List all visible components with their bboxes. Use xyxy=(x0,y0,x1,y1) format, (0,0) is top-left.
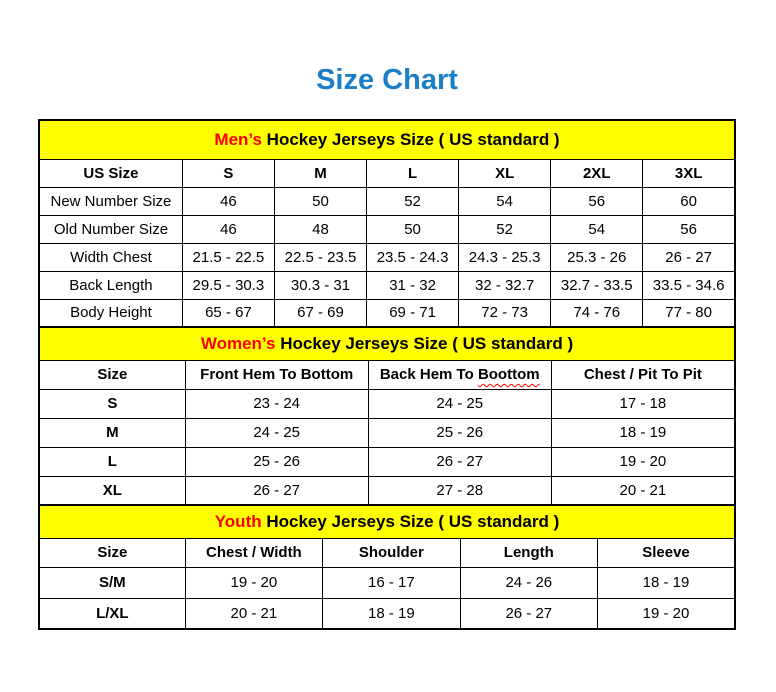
size-value: 26 - 27 xyxy=(368,447,551,476)
size-value: 24 - 25 xyxy=(185,418,368,447)
size-value: 18 - 19 xyxy=(551,418,735,447)
size-value: 46 xyxy=(182,215,274,243)
table-row xyxy=(39,476,735,505)
size-value: 32.7 - 33.5 xyxy=(551,271,643,299)
size-value: 52 xyxy=(367,187,459,215)
table-row xyxy=(39,271,735,299)
column-header: Length xyxy=(460,538,597,567)
table-row xyxy=(39,299,735,327)
banner-text: Hockey Jerseys Size ( US standard ) xyxy=(261,511,560,531)
size-value: 65 - 67 xyxy=(182,299,274,327)
section-banner xyxy=(39,327,735,360)
column-header: S xyxy=(182,159,274,187)
size-value: 50 xyxy=(367,215,459,243)
size-value: 23.5 - 24.3 xyxy=(367,243,459,271)
size-value: 17 - 18 xyxy=(551,389,735,418)
womens-size-table xyxy=(38,326,736,506)
size-value: 22.5 - 23.5 xyxy=(274,243,366,271)
column-header: Size xyxy=(39,538,185,567)
size-value: 31 - 32 xyxy=(367,271,459,299)
column-header: XL xyxy=(459,159,551,187)
size-value: 26 - 27 xyxy=(643,243,735,271)
youth-size-table xyxy=(38,504,736,630)
row-label: M xyxy=(39,418,185,447)
size-value: 60 xyxy=(643,187,735,215)
size-value: 74 - 76 xyxy=(551,299,643,327)
banner-highlight: Youth xyxy=(214,511,262,531)
table-row xyxy=(39,567,735,598)
banner-highlight: Men’s xyxy=(214,129,262,149)
column-header: Chest / Pit To Pit xyxy=(551,360,735,389)
row-label: Width Chest xyxy=(39,243,182,271)
size-value: 20 - 21 xyxy=(551,476,735,505)
size-value: 19 - 20 xyxy=(551,447,735,476)
table-row xyxy=(39,418,735,447)
size-value: 24 - 25 xyxy=(368,389,551,418)
row-label: L/XL xyxy=(39,598,185,629)
column-header: US Size xyxy=(39,159,182,187)
column-header: 3XL xyxy=(643,159,735,187)
size-value: 30.3 - 31 xyxy=(274,271,366,299)
size-value: 24.3 - 25.3 xyxy=(459,243,551,271)
size-value: 27 - 28 xyxy=(368,476,551,505)
mens-size-table xyxy=(38,119,736,328)
banner-text: Hockey Jerseys Size ( US standard ) xyxy=(261,129,560,149)
size-value: 69 - 71 xyxy=(367,299,459,327)
size-value: 67 - 69 xyxy=(274,299,366,327)
table-row xyxy=(39,389,735,418)
size-value: 46 xyxy=(182,187,274,215)
size-value: 25 - 26 xyxy=(368,418,551,447)
size-value: 33.5 - 34.6 xyxy=(643,271,735,299)
column-header: M xyxy=(274,159,366,187)
size-value: 32 - 32.7 xyxy=(459,271,551,299)
size-value: 48 xyxy=(274,215,366,243)
column-header: Chest / Width xyxy=(185,538,322,567)
size-value: 25.3 - 26 xyxy=(551,243,643,271)
row-label: New Number Size xyxy=(39,187,182,215)
size-value: 21.5 - 22.5 xyxy=(182,243,274,271)
size-value: 24 - 26 xyxy=(460,567,597,598)
size-value: 50 xyxy=(274,187,366,215)
page-title: Size Chart xyxy=(316,64,458,96)
table-row xyxy=(39,187,735,215)
column-header: L xyxy=(367,159,459,187)
size-value: 26 - 27 xyxy=(185,476,368,505)
size-value: 26 - 27 xyxy=(460,598,597,629)
column-header: 2XL xyxy=(551,159,643,187)
column-header: Shoulder xyxy=(323,538,460,567)
size-value: 16 - 17 xyxy=(323,567,460,598)
size-value: 18 - 19 xyxy=(598,567,735,598)
size-value: 77 - 80 xyxy=(643,299,735,327)
row-label: Old Number Size xyxy=(39,215,182,243)
column-header: Sleeve xyxy=(598,538,735,567)
size-tables xyxy=(38,119,736,630)
section-banner xyxy=(39,505,735,538)
size-value: 52 xyxy=(459,215,551,243)
row-label: Body Height xyxy=(39,299,182,327)
size-value: 54 xyxy=(551,215,643,243)
misspelled-word: Boottom xyxy=(477,366,540,383)
size-value: 23 - 24 xyxy=(185,389,368,418)
size-value: 72 - 73 xyxy=(459,299,551,327)
size-value: 18 - 19 xyxy=(323,598,460,629)
row-label: XL xyxy=(39,476,185,505)
size-value: 56 xyxy=(643,215,735,243)
row-label: S xyxy=(39,389,185,418)
size-value: 19 - 20 xyxy=(598,598,735,629)
table-row xyxy=(39,215,735,243)
size-value: 20 - 21 xyxy=(185,598,322,629)
size-value: 25 - 26 xyxy=(185,447,368,476)
size-value: 19 - 20 xyxy=(185,567,322,598)
table-row xyxy=(39,243,735,271)
row-label: S/M xyxy=(39,567,185,598)
banner-highlight: Women’s xyxy=(200,333,276,353)
row-label: Back Length xyxy=(39,271,182,299)
column-header: Size xyxy=(39,360,185,389)
table-row xyxy=(39,447,735,476)
size-value: 54 xyxy=(459,187,551,215)
section-banner xyxy=(39,120,735,159)
column-header: Front Hem To Bottom xyxy=(185,360,368,389)
size-value: 56 xyxy=(551,187,643,215)
column-header: Back Hem To Boottom xyxy=(368,360,551,389)
banner-text: Hockey Jerseys Size ( US standard ) xyxy=(275,333,574,353)
row-label: L xyxy=(39,447,185,476)
table-row xyxy=(39,598,735,629)
size-value: 29.5 - 30.3 xyxy=(182,271,274,299)
